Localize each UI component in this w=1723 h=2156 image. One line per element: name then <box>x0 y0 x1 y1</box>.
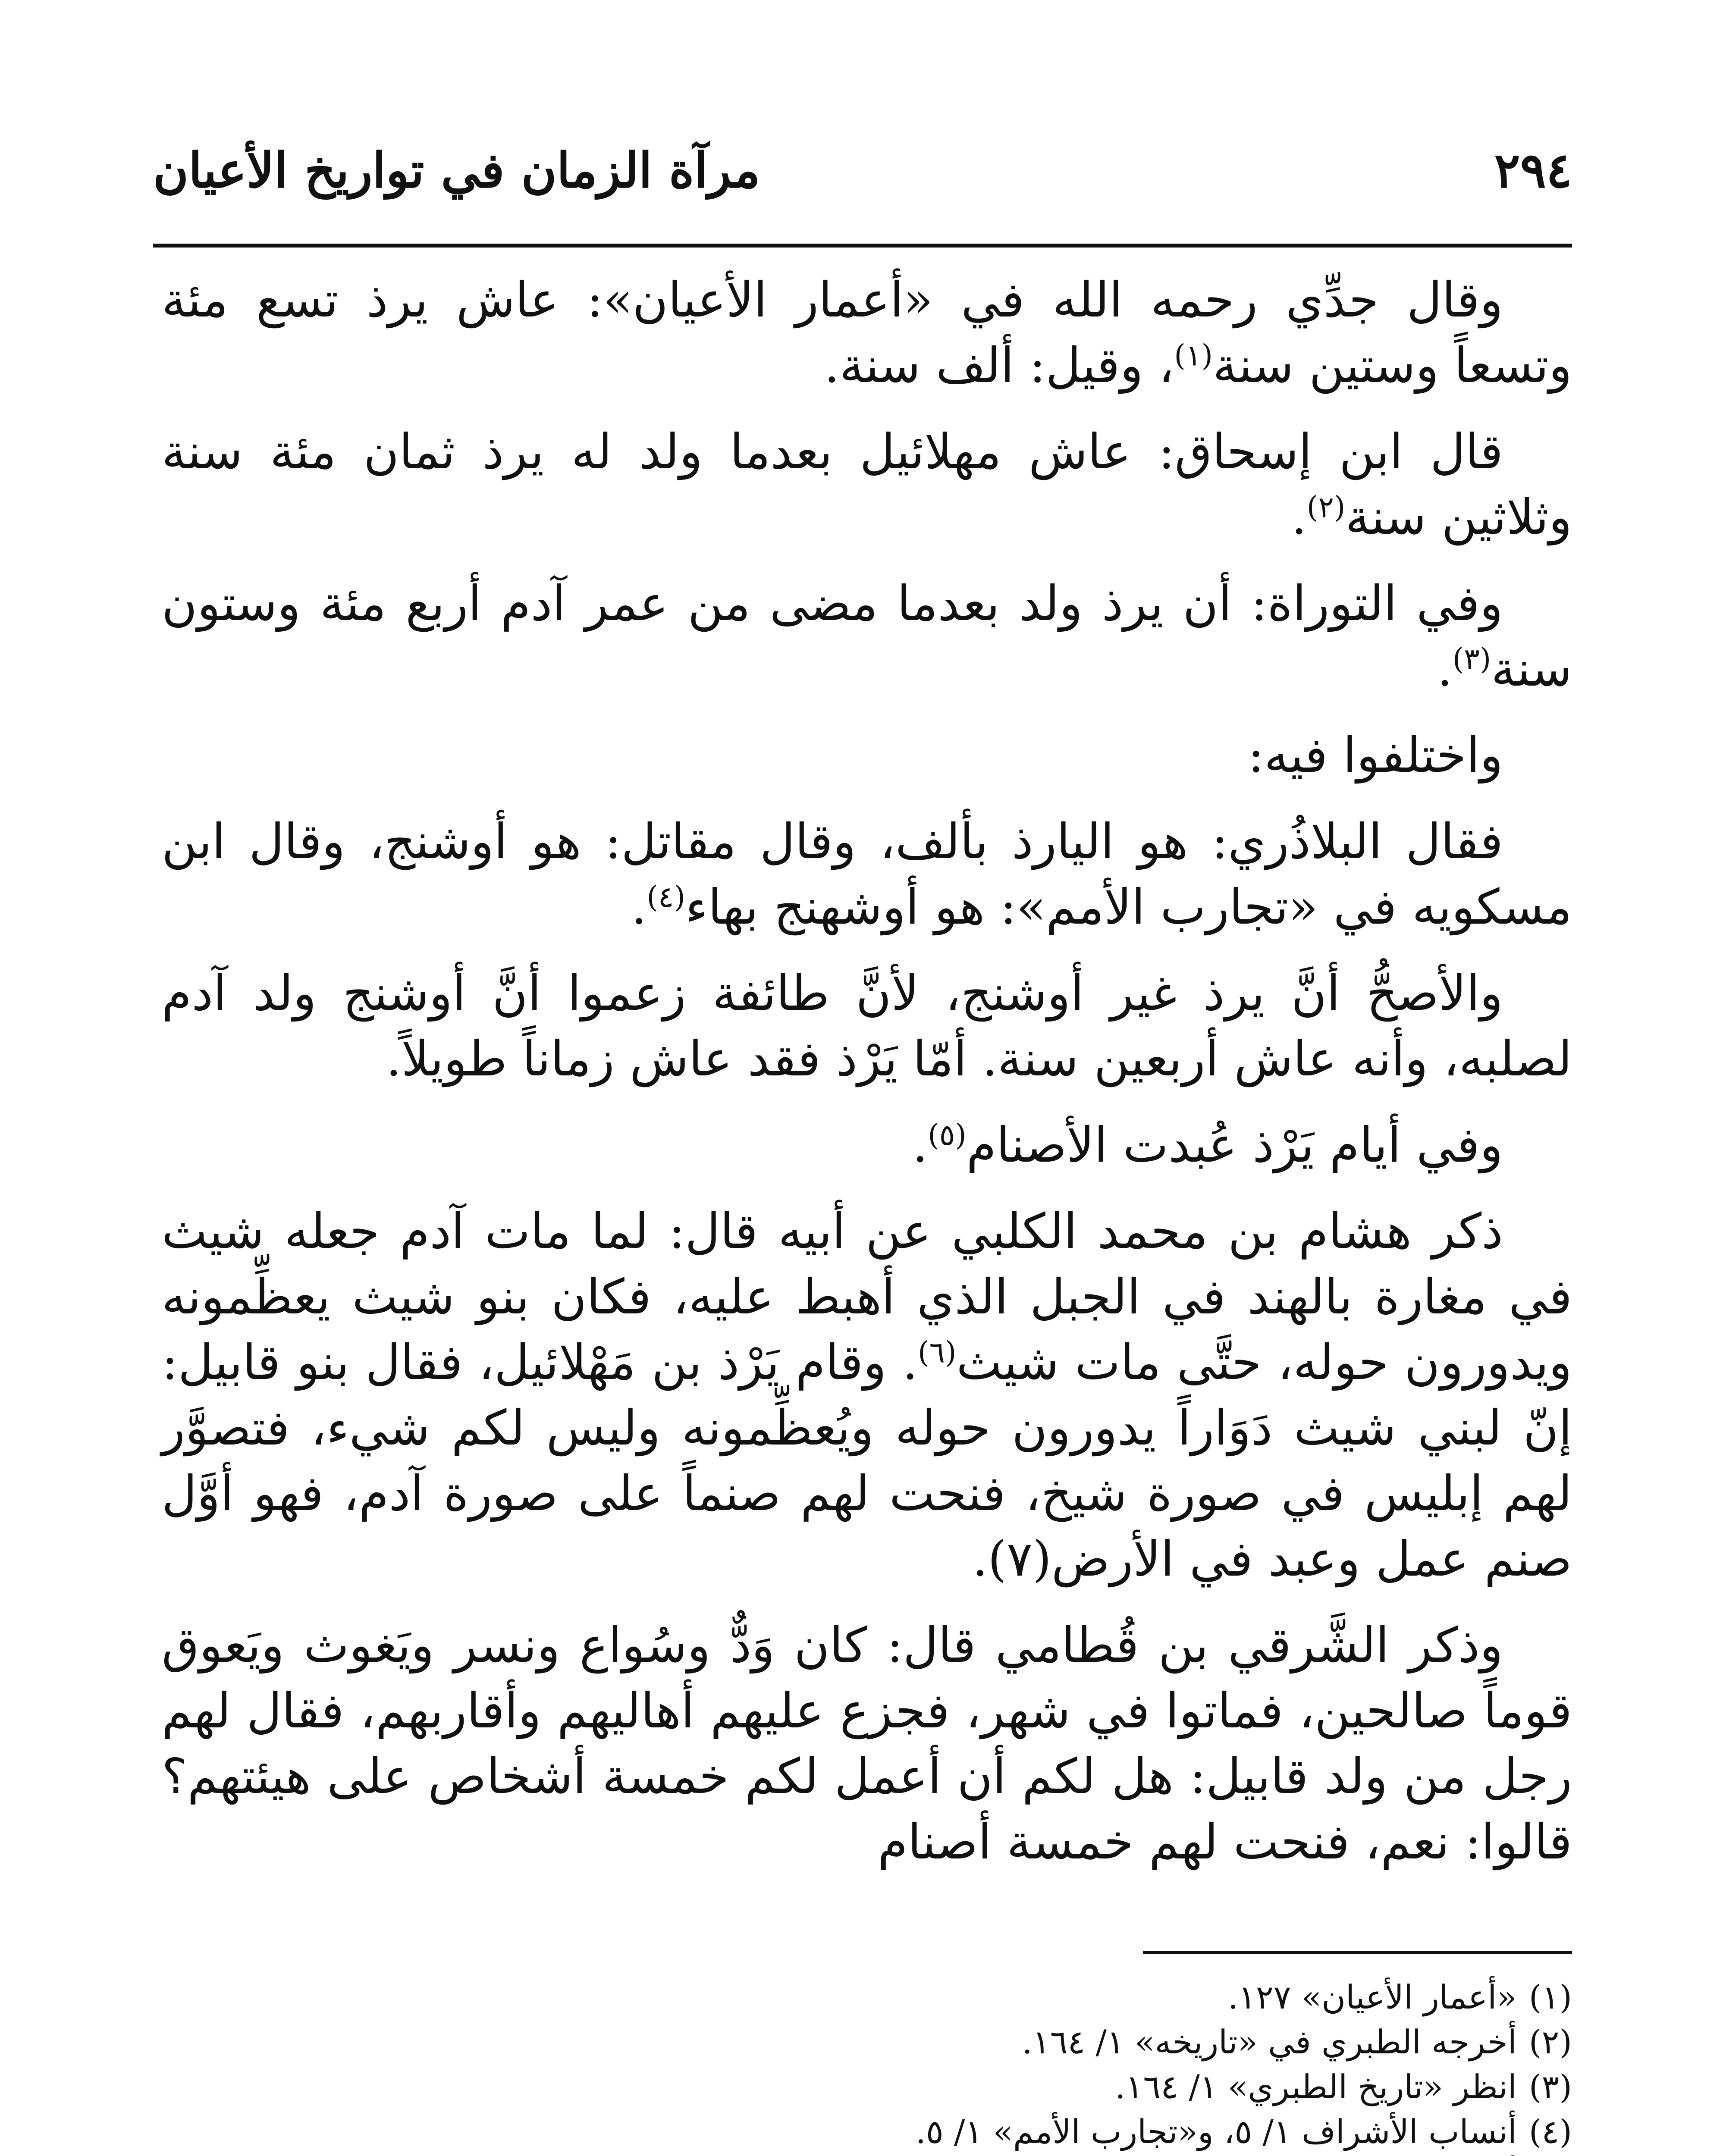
paragraph: وفي أيام يَرْذ عُبدت الأصنام$^{(٥)}$. <box>912 1117 1503 1173</box>
paragraph: واختلفوا فيه: <box>1248 727 1503 783</box>
paragraph: وفي التوراة: أن يرذ ولد بعدما مضى من عمر آدم أربع مئة وستون سنة$^{(٣)}$. <box>162 576 1572 697</box>
footnote-ref: (٢) <box>1306 490 1346 525</box>
footnote-ref: (٤) <box>647 880 685 915</box>
running-title: مرآة الزمان في تواريخ الأعيان <box>153 142 760 199</box>
paragraph: وذكر الشَّرقي بن قُطامي قال: كان وَدٌّ وسُواع ونسر ويَغوث ويَعوق قوماً صالحين، فماتوا في شهر، فجزع عليهم أهاليهم وأقاربهم، فقال لهم رجل من ولد قابيل: هل لكم أن أعمل لكم خمسة أشخاص على هيئتهم؟ قالوا: نعم، فنحت لهم خمسة أصنام <box>162 1617 1572 1870</box>
footnote-ref: (٦) <box>917 1335 957 1370</box>
footnote-item <box>162 2109 1572 2154</box>
footnote-text: «أعمار الأعيان» ١٢٧. <box>1227 1978 1517 2016</box>
page-number: ٢٩٤ <box>1494 142 1572 199</box>
footnote-text: أنساب الأشراف ١/ ٥، و«تجارب الأمم» ١/ ٥. <box>915 2112 1517 2151</box>
footnote-item <box>162 1975 1572 2020</box>
footnote-item <box>162 2154 1572 2156</box>
footnote-item <box>162 2020 1572 2065</box>
footnote-ref: (٥) <box>928 1118 967 1153</box>
footnote-ref: (٣) <box>1452 642 1491 677</box>
paragraph: وقال جدِّي رحمه الله في «أعمار الأعيان»: عاش يرذ تسع مئة وتسعاً وستين سنة$^{(١)}$، وقيل: ألف سنة. <box>162 272 1572 394</box>
footnote-number: (٤) <box>1528 2112 1572 2151</box>
paragraph: والأصحُّ أنَّ يرذ غير أوشنج، لأنَّ طائفة زعموا أنَّ أوشنج ولد آدم لصلبه، وأنه عاش أربعين سنة. أمّا يَرْذ فقد عاش زماناً طويلاً. <box>162 965 1572 1087</box>
footnote-text: انظر «تاريخ الطبري» ١/ ١٦٤. <box>1115 2068 1517 2106</box>
footnote-ref: (١) <box>1174 338 1213 373</box>
paragraph: فقال البلاذُري: هو اليارذ بألف، وقال مقاتل: هو أوشنج، وقال ابن مسكويه في «تجارب الأمم»: هو أوشهنج بهاء$^{(٤)}$. <box>162 814 1572 935</box>
header-rule <box>153 244 1572 248</box>
page-header <box>153 129 1572 241</box>
main-text <box>162 267 1572 1896</box>
footnote-number: (٢) <box>1528 2023 1572 2061</box>
footnote-separator <box>1143 1951 1572 1954</box>
footnote-item <box>162 2065 1572 2109</box>
footnote-number: (٣) <box>1528 2068 1572 2106</box>
footnote-text: أخرجه الطبري في «تاريخه» ١/ ١٦٤. <box>1022 2023 1517 2061</box>
paragraph: قال ابن إسحاق: عاش مهلائيل بعدما ولد له يرذ ثمان مئة سنة وثلاثين سنة$^{(٢)}$. <box>162 424 1572 545</box>
footnote-number: (١) <box>1528 1978 1572 2016</box>
paragraph: ذكر هشام بن محمد الكلبي عن أبيه قال: لما مات آدم جعله شيث في مغارة بالهند في الجبل الذي أهبط عليه، فكان بنو شيث يعظِّمونه ويدورون حوله، حتَّى مات شيث$^{(٦)}$. وقام يَرْذ بن مَهْلائيل، فقال بنو قابيل: إنّ لبني شيث دَوَاراً يدورون حوله ويُعظِّمونه وليس لكم شيء، فتصوَّر لهم إبليس في صورة شيخ، فنحت لهم صنماً على صورة آدم، فهو أوَّل صنم عمل وعبد في الأرض(٧). <box>162 1203 1572 1587</box>
footnotes <box>162 1975 1572 2156</box>
